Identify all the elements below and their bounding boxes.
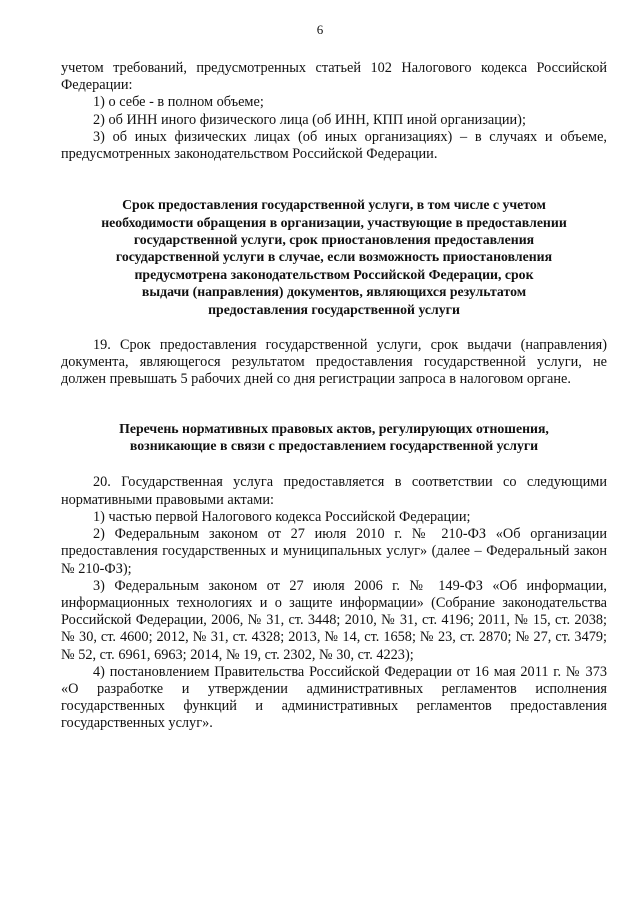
heading-line: предоставления государственной услуги [208,301,460,317]
section-heading-term [61,196,607,318]
intro-paragraph: учетом требований, предусмотренных статьей 102 Налогового кодекса Российской Федерации: [61,60,607,94]
intro-item-1: 1) о себе - в полном объеме; [93,94,264,111]
act-item-4: 4) постановлением Правительства Российской Федерации от 16 мая 2011 г. № 373 «О разработке и утверждении административных регламентов исполнения государственных функций и административных регламентов предоставления государственных услуг». [61,663,607,732]
page-number: 6 [316,22,324,37]
section-heading-acts [61,420,607,455]
intro-item-3: 3) об иных физических лицах (об иных организациях) – в случаях и объеме, предусмотренных законодательством Российской Федерации. [61,128,607,163]
heading-line: необходимости обращения в организации, участвующие в предоставлении [101,214,567,230]
paragraph-20: 20. Государственная услуга предоставляется в соответствии со следующими нормативными правовыми актами: [61,474,607,508]
heading-line: возникающие в связи с предоставлением государственной услуги [129,438,539,454]
heading-line: предусмотрена законодательством Российской Федерации, срок [134,266,534,282]
act-item-2: 2) Федеральным законом от 27 июля 2010 г. № 210-ФЗ «Об организации предоставления государственных и муниципальных услуг» (далее – Федеральный закон № 210-ФЗ); [61,526,607,577]
paragraph-19: 19. Срок предоставления государственной услуги, срок выдачи (направления) документа, являющегося результатом предоставления государственной услуги, не должен превышать 5 рабочих дней со дня регистрации запроса в налоговом органе. [61,337,607,388]
document-body [61,60,607,733]
heading-line: выдачи (направления) документов, являющихся результатом [141,284,527,300]
intro-item-2: 2) об ИНН иного физического лица (об ИНН, КПП иной организации); [93,111,526,128]
heading-line: Перечень нормативных правовых актов, регулирующих отношения, [119,420,549,436]
act-item-3: 3) Федеральным законом от 27 июля 2006 г. № 149-ФЗ «Об информации, информационных технологиях и о защите информации» (Собрание законодательства Российской Федерации, 2006, № 31, ст. 3448; 2010, № 31, ст. 4196; 2011, № 15, ст. 2038; № 30, ст. 4600; 2012, № 31, ст. 4328; 2013, № 14, ст. 1658; № 23, ст. 2870; № 27, ст. 3479; № 52, ст. 6961, 6963; 2014, № 19, ст. 2302, № 30, ст. 4223); [61,577,607,663]
heading-line: государственной услуги, срок приостановления предоставления [133,232,535,248]
heading-line: Срок предоставления государственной услуги, в том числе с учетом [122,197,546,213]
act-item-1: 1) частью первой Налогового кодекса Российской Федерации; [93,508,471,525]
heading-line: государственной услуги в случае, если возможность приостановления [115,249,553,265]
